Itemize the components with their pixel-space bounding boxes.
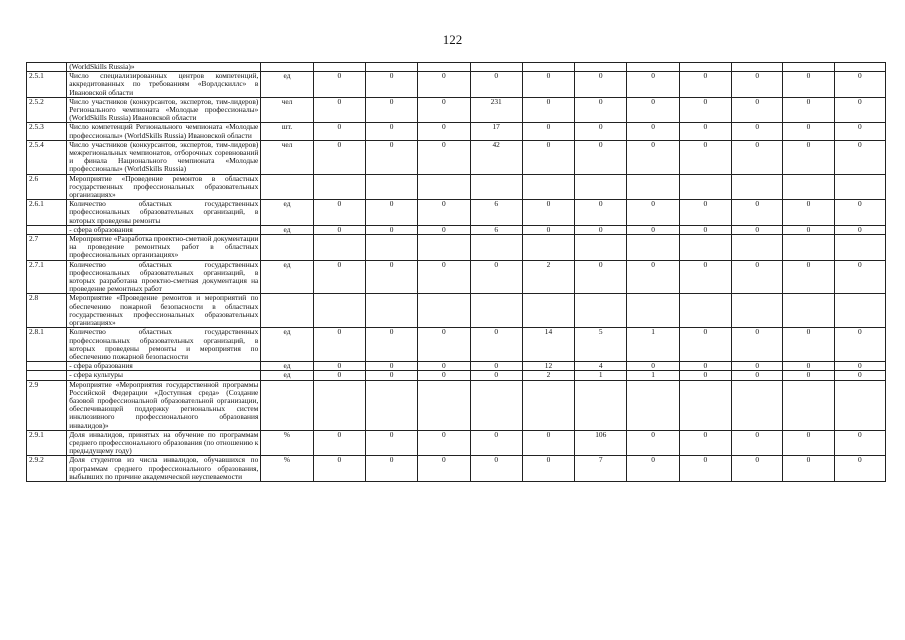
row-value-cell: 42 (470, 140, 522, 174)
row-value-cell: 0 (470, 430, 522, 456)
row-description: Число специализированных центров компетенций, аккредитованных по требованиям «Ворлдскиллс» в Ивановской области (67, 72, 261, 98)
row-value-cell: 0 (627, 72, 679, 98)
table-row (27, 235, 886, 261)
row-code: 2.6 (27, 174, 67, 200)
row-value-cell: 0 (679, 362, 731, 371)
row-unit (261, 235, 313, 261)
row-value-cell: 0 (470, 456, 522, 482)
row-value-cell: 0 (783, 456, 834, 482)
row-value-cell: 0 (679, 260, 731, 294)
row-value-cell: 0 (313, 123, 365, 140)
row-value-cell: 14 (522, 328, 574, 362)
row-value-cell (418, 174, 470, 200)
row-description: Число участников (конкурсантов, экспертов, тим-лидеров) Регионального чемпионата «Молодые профессионалы» (WorldSkills Russia) Ивановской области (67, 97, 261, 123)
row-unit (261, 294, 313, 328)
row-code: 2.6.1 (27, 200, 67, 226)
table-row (27, 97, 886, 123)
row-code: 2.5.1 (27, 72, 67, 98)
row-value-cell (575, 63, 627, 72)
row-value-cell: 0 (627, 97, 679, 123)
row-value-cell (575, 235, 627, 261)
row-value-cell: 0 (732, 123, 783, 140)
row-value-cell (470, 380, 522, 430)
row-value-cell: 0 (575, 97, 627, 123)
row-value-cell: 0 (313, 140, 365, 174)
row-description: Доля инвалидов, принятых на обучение по программам среднего профессионального образования (по отношению к предыдущему году) (67, 430, 261, 456)
row-value-cell: 4 (575, 362, 627, 371)
row-value-cell: 12 (522, 362, 574, 371)
row-value-cell (679, 380, 731, 430)
row-value-cell (365, 174, 417, 200)
row-value-cell (627, 174, 679, 200)
row-value-cell: 0 (313, 362, 365, 371)
row-value-cell (679, 63, 731, 72)
row-value-cell: 0 (834, 328, 885, 362)
table-row (27, 294, 886, 328)
row-unit: ед (261, 225, 313, 234)
row-value-cell: 0 (627, 260, 679, 294)
row-value-cell: 0 (834, 140, 885, 174)
row-value-cell (313, 294, 365, 328)
row-value-cell: 0 (522, 456, 574, 482)
row-value-cell: 0 (418, 430, 470, 456)
row-value-cell: 0 (365, 72, 417, 98)
row-description: Количество областных государственных профессиональных образовательных организаций, в которых проведены ремонты (67, 200, 261, 226)
row-value-cell: 0 (418, 456, 470, 482)
row-value-cell (732, 235, 783, 261)
row-description: Количество областных государственных профессиональных образовательных организаций, в которых разработана проектно-сметная документация на проведение ремонтных работ (67, 260, 261, 294)
row-value-cell: 0 (679, 123, 731, 140)
row-value-cell (834, 174, 885, 200)
row-value-cell: 1 (627, 328, 679, 362)
row-value-cell (783, 235, 834, 261)
row-value-cell: 0 (679, 430, 731, 456)
row-code: 2.7.1 (27, 260, 67, 294)
row-value-cell: 0 (522, 140, 574, 174)
row-unit: ед (261, 362, 313, 371)
row-unit (261, 380, 313, 430)
row-value-cell (418, 294, 470, 328)
row-value-cell (365, 235, 417, 261)
row-value-cell: 0 (575, 225, 627, 234)
row-value-cell: 0 (627, 225, 679, 234)
row-value-cell: 0 (834, 430, 885, 456)
row-value-cell: 0 (575, 260, 627, 294)
row-value-cell (522, 174, 574, 200)
row-value-cell: 0 (313, 371, 365, 380)
row-value-cell (575, 174, 627, 200)
row-value-cell (313, 235, 365, 261)
row-value-cell: 1 (627, 371, 679, 380)
row-description: - сфера образования (67, 225, 261, 234)
row-value-cell: 0 (470, 72, 522, 98)
row-value-cell (834, 235, 885, 261)
row-value-cell (575, 380, 627, 430)
row-value-cell: 0 (627, 140, 679, 174)
row-description: Мероприятие «Мероприятия государственной программы Российской Федерации «Доступная среда» (Создание базовой профессиональной образовательной организации, обеспечивающей поддержку региональных систем инклюзивного профессионального образования инвалидов)» (67, 380, 261, 430)
row-description: Число компетенций Регионального чемпионата «Молодые профессионалы» (WorldSkills Russia) Ивановской области (67, 123, 261, 140)
row-unit: чел (261, 140, 313, 174)
row-value-cell: 0 (365, 371, 417, 380)
row-unit: шт. (261, 123, 313, 140)
row-value-cell (365, 380, 417, 430)
row-value-cell: 0 (732, 225, 783, 234)
row-unit (261, 63, 313, 72)
row-value-cell: 0 (313, 225, 365, 234)
row-value-cell: 0 (732, 430, 783, 456)
table-row (27, 380, 886, 430)
row-value-cell: 0 (679, 371, 731, 380)
row-unit (261, 174, 313, 200)
row-value-cell: 17 (470, 123, 522, 140)
row-value-cell: 0 (783, 140, 834, 174)
table-row (27, 328, 886, 362)
row-value-cell: 0 (783, 225, 834, 234)
table-row (27, 362, 886, 371)
row-value-cell: 0 (783, 72, 834, 98)
row-value-cell: 0 (575, 123, 627, 140)
row-code (27, 362, 67, 371)
row-value-cell (834, 63, 885, 72)
table-row (27, 200, 886, 226)
row-value-cell: 0 (575, 200, 627, 226)
row-value-cell: 7 (575, 456, 627, 482)
row-code: 2.5.3 (27, 123, 67, 140)
row-value-cell: 0 (627, 430, 679, 456)
row-value-cell: 0 (732, 140, 783, 174)
row-value-cell (679, 294, 731, 328)
row-value-cell: 0 (365, 430, 417, 456)
row-value-cell: 0 (313, 456, 365, 482)
row-value-cell: 0 (470, 362, 522, 371)
table-row (27, 140, 886, 174)
row-value-cell: 0 (418, 72, 470, 98)
row-value-cell: 0 (313, 430, 365, 456)
row-value-cell (522, 235, 574, 261)
row-value-cell (783, 63, 834, 72)
row-value-cell: 0 (732, 200, 783, 226)
row-value-cell: 0 (732, 72, 783, 98)
row-value-cell: 0 (834, 456, 885, 482)
table-row (27, 430, 886, 456)
row-value-cell: 0 (783, 328, 834, 362)
row-unit: ед (261, 72, 313, 98)
row-value-cell: 0 (313, 200, 365, 226)
table-row (27, 456, 886, 482)
row-value-cell (313, 63, 365, 72)
row-value-cell: 0 (783, 260, 834, 294)
table-row (27, 72, 886, 98)
row-code: 2.9 (27, 380, 67, 430)
row-value-cell: 0 (834, 72, 885, 98)
row-value-cell: 0 (783, 200, 834, 226)
row-value-cell (627, 63, 679, 72)
row-code (27, 225, 67, 234)
row-value-cell: 0 (575, 140, 627, 174)
row-value-cell: 0 (732, 456, 783, 482)
row-value-cell (365, 294, 417, 328)
row-value-cell (418, 235, 470, 261)
row-value-cell (732, 380, 783, 430)
row-value-cell (470, 174, 522, 200)
row-value-cell: 0 (418, 225, 470, 234)
row-value-cell: 0 (732, 97, 783, 123)
row-value-cell: 0 (365, 140, 417, 174)
row-value-cell: 0 (679, 456, 731, 482)
row-code: 2.8.1 (27, 328, 67, 362)
row-unit: % (261, 430, 313, 456)
row-code: 2.5.2 (27, 97, 67, 123)
row-value-cell: 0 (679, 328, 731, 362)
row-value-cell: 0 (627, 123, 679, 140)
row-value-cell (627, 294, 679, 328)
row-unit: % (261, 456, 313, 482)
row-value-cell (522, 380, 574, 430)
row-description: Количество областных государственных профессиональных образовательных организаций, в которых проведены ремонты и мероприятия по обеспечению пожарной безопасности (67, 328, 261, 362)
row-value-cell: 0 (834, 123, 885, 140)
row-code (27, 63, 67, 72)
row-value-cell (627, 380, 679, 430)
row-value-cell: 0 (313, 260, 365, 294)
row-value-cell (679, 235, 731, 261)
row-value-cell: 0 (365, 362, 417, 371)
row-value-cell: 0 (679, 140, 731, 174)
row-value-cell: 0 (732, 260, 783, 294)
row-value-cell: 0 (365, 200, 417, 226)
row-value-cell: 0 (522, 97, 574, 123)
row-value-cell: 0 (418, 328, 470, 362)
row-value-cell (732, 294, 783, 328)
row-value-cell: 0 (732, 328, 783, 362)
row-value-cell: 0 (575, 72, 627, 98)
row-value-cell: 0 (783, 123, 834, 140)
row-value-cell: 0 (522, 123, 574, 140)
row-value-cell: 0 (470, 328, 522, 362)
row-value-cell: 0 (834, 371, 885, 380)
row-description: Число участников (конкурсантов, экспертов, тим-лидеров) межрегиональных чемпионатов, отборочных соревнований и финала Национального чемпионата «Молодые профессионалы» (WorldSkills Russia) (67, 140, 261, 174)
row-value-cell (470, 235, 522, 261)
row-unit: ед (261, 328, 313, 362)
row-value-cell: 0 (783, 97, 834, 123)
row-value-cell (522, 294, 574, 328)
row-value-cell (783, 174, 834, 200)
row-value-cell: 0 (365, 225, 417, 234)
row-value-cell: 0 (470, 371, 522, 380)
row-value-cell (834, 380, 885, 430)
row-value-cell (365, 63, 417, 72)
row-value-cell (313, 174, 365, 200)
row-value-cell (418, 63, 470, 72)
table-row (27, 260, 886, 294)
table-row (27, 63, 886, 72)
row-description: - сфера образования (67, 362, 261, 371)
row-value-cell (679, 174, 731, 200)
row-value-cell (418, 380, 470, 430)
row-value-cell: 0 (365, 260, 417, 294)
row-value-cell: 0 (522, 72, 574, 98)
row-value-cell (783, 380, 834, 430)
row-value-cell: 1 (575, 371, 627, 380)
row-value-cell (575, 294, 627, 328)
table-row (27, 371, 886, 380)
row-value-cell: 0 (522, 225, 574, 234)
row-value-cell: 106 (575, 430, 627, 456)
table-row (27, 225, 886, 234)
row-code: 2.9.2 (27, 456, 67, 482)
row-value-cell (783, 294, 834, 328)
row-value-cell: 0 (834, 225, 885, 234)
table-row (27, 174, 886, 200)
row-code: 2.8 (27, 294, 67, 328)
row-value-cell: 0 (522, 430, 574, 456)
row-value-cell: 0 (313, 97, 365, 123)
row-description: Мероприятие «Проведение ремонтов в областных государственных профессиональных образовательных организациях» (67, 174, 261, 200)
row-value-cell: 0 (679, 72, 731, 98)
row-value-cell: 0 (522, 200, 574, 226)
row-value-cell: 6 (470, 225, 522, 234)
row-unit: ед (261, 371, 313, 380)
row-value-cell (522, 63, 574, 72)
row-unit: ед (261, 260, 313, 294)
row-value-cell: 0 (732, 362, 783, 371)
row-value-cell: 2 (522, 260, 574, 294)
row-description: (WorldSkills Russia)» (67, 63, 261, 72)
row-value-cell: 0 (418, 123, 470, 140)
row-value-cell: 2 (522, 371, 574, 380)
row-value-cell: 0 (679, 97, 731, 123)
row-description: Мероприятие «Проведение ремонтов и мероприятий по обеспечению пожарной безопасности в областных государственных профессиональных образовательных организациях» (67, 294, 261, 328)
row-value-cell: 0 (627, 456, 679, 482)
row-value-cell: 0 (732, 371, 783, 380)
row-value-cell: 0 (679, 200, 731, 226)
page-number: 122 (442, 32, 463, 47)
row-value-cell: 0 (418, 200, 470, 226)
row-description: Мероприятие «Разработка проектно-сметной документации на проведение ремонтных работ в областных профессиональных организациях» (67, 235, 261, 261)
row-value-cell: 0 (365, 456, 417, 482)
row-value-cell: 0 (783, 362, 834, 371)
row-code: 2.5.4 (27, 140, 67, 174)
row-value-cell: 0 (365, 123, 417, 140)
row-value-cell: 0 (627, 362, 679, 371)
row-unit: ед (261, 200, 313, 226)
row-value-cell: 0 (365, 328, 417, 362)
row-value-cell: 0 (418, 260, 470, 294)
row-value-cell: 231 (470, 97, 522, 123)
row-value-cell: 0 (365, 97, 417, 123)
row-value-cell: 0 (418, 140, 470, 174)
row-value-cell: 0 (627, 200, 679, 226)
row-description: - сфера культуры (67, 371, 261, 380)
row-value-cell: 0 (783, 371, 834, 380)
row-value-cell: 0 (783, 430, 834, 456)
row-value-cell: 5 (575, 328, 627, 362)
row-value-cell (470, 294, 522, 328)
row-value-cell (834, 294, 885, 328)
row-value-cell: 0 (834, 97, 885, 123)
table-row (27, 123, 886, 140)
row-code: 2.9.1 (27, 430, 67, 456)
row-value-cell: 0 (470, 260, 522, 294)
row-value-cell: 0 (834, 200, 885, 226)
row-value-cell: 0 (834, 260, 885, 294)
row-value-cell (732, 174, 783, 200)
row-code (27, 371, 67, 380)
row-code: 2.7 (27, 235, 67, 261)
row-value-cell (470, 63, 522, 72)
row-value-cell: 0 (313, 72, 365, 98)
row-value-cell (732, 63, 783, 72)
row-unit: чел (261, 97, 313, 123)
indicators-table (26, 62, 886, 482)
row-description: Доля студентов из числа инвалидов, обучавшихся по программам среднего профессионального образования, выбывших по причине академической неуспеваемости (67, 456, 261, 482)
row-value-cell: 0 (834, 362, 885, 371)
row-value-cell: 0 (418, 362, 470, 371)
row-value-cell: 0 (418, 371, 470, 380)
row-value-cell: 0 (679, 225, 731, 234)
row-value-cell: 6 (470, 200, 522, 226)
row-value-cell: 0 (418, 97, 470, 123)
row-value-cell: 0 (313, 328, 365, 362)
row-value-cell (627, 235, 679, 261)
row-value-cell (313, 380, 365, 430)
